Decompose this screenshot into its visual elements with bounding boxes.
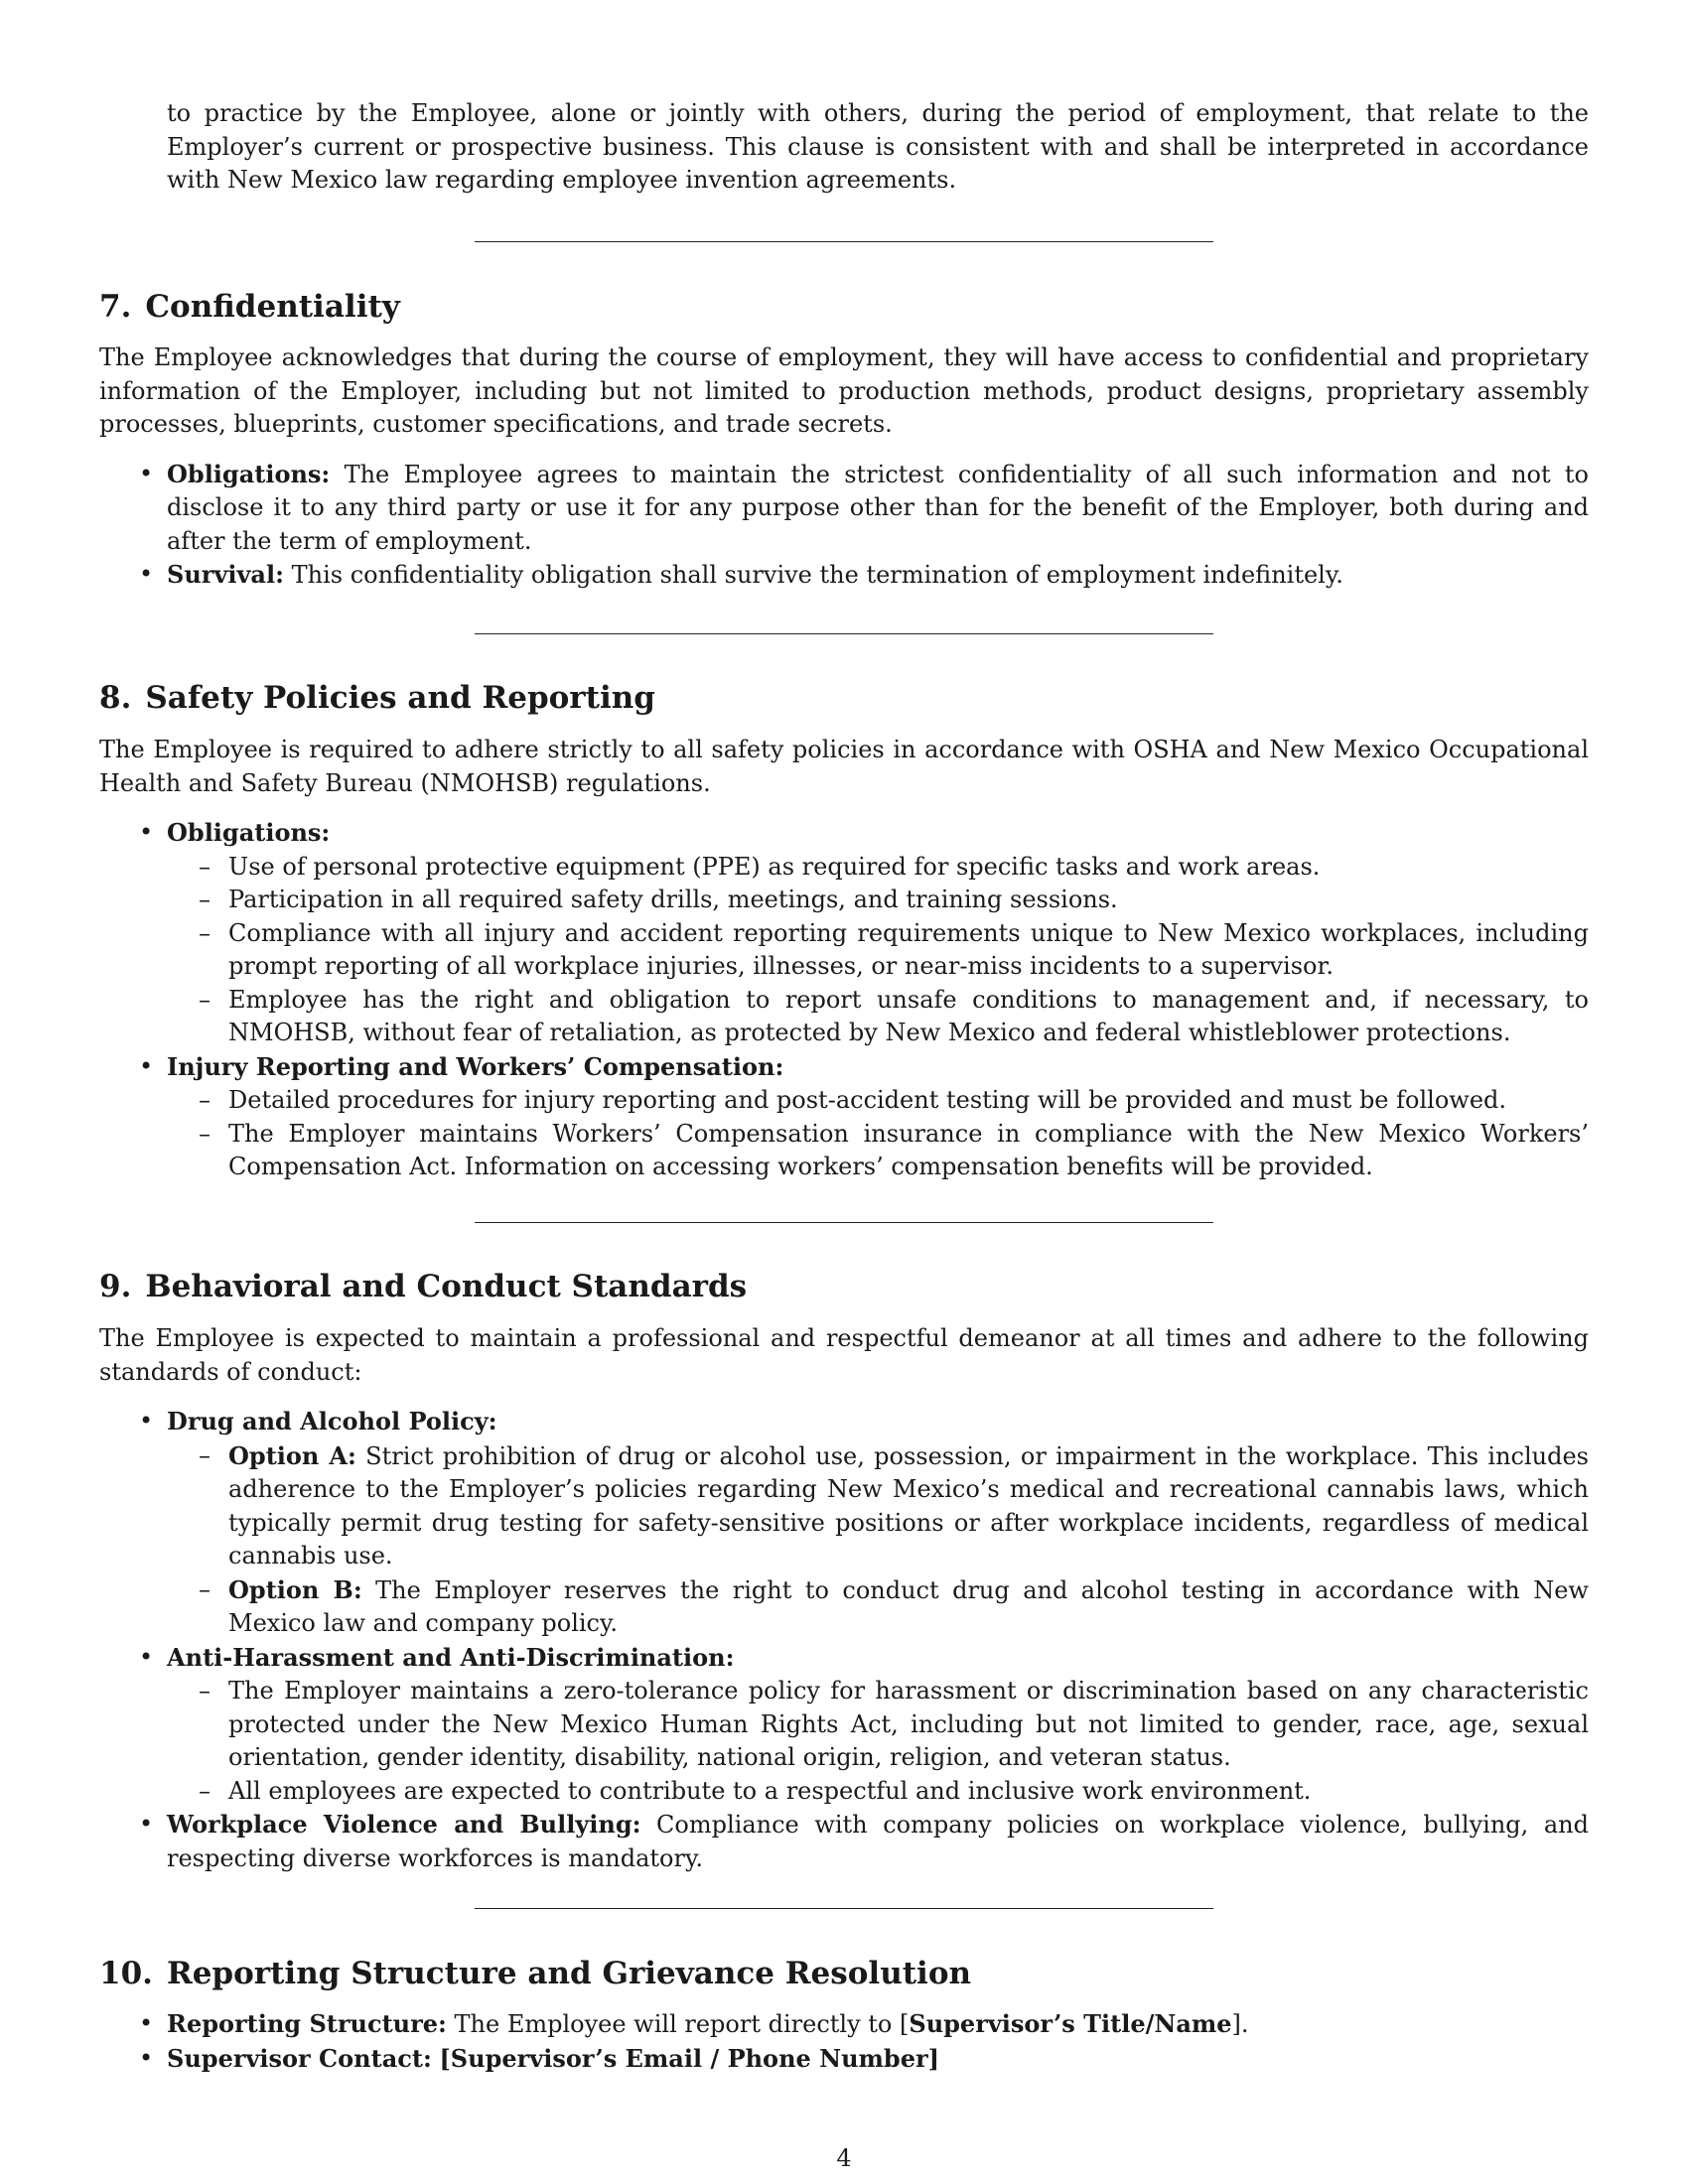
sublist-item: – Compliance with all injury and accident reporting requirements unique to New Mexico workplaces, including prompt reporting of all workplace injuries, illnesses, or near-miss incidents to a supervisor.: [167, 917, 1589, 984]
sublist-item: – All employees are expected to contribute to a respectful and inclusive work environment.: [167, 1775, 1589, 1809]
list-item: • Survival: This confidentiality obligation shall survive the termination of employment indefinitely.: [99, 558, 1589, 593]
sublist-item: – Option A: Strict prohibition of drug or alcohol use, possession, or impairment in the workplace. This includes adherence to the Employer’s policies regarding New Mexico’s medical and recreational cannabis laws, which typically permit drug testing for safety-sensitive positions or after workplace incidents, regardless of medical cannabis use.: [167, 1439, 1589, 1573]
section-divider: [475, 633, 1213, 634]
section-8-heading: 8. Safety Policies and Reporting: [99, 680, 655, 716]
sublist-item: – Option B: The Employer reserves the right to conduct drug and alcohol testing in accordance with New Mexico law and company policy.: [167, 1573, 1589, 1641]
section-7-body: [99, 341, 1589, 593]
harassment-sublist: [167, 1675, 1589, 1808]
section-7-heading: 7. Confidentiality: [99, 289, 400, 325]
sublist-item: – The Employer maintains Workers’ Compensation insurance in compliance with the New Mexico Workers’ Compensation Act. Information on accessing workers’ compensation benefits will be provided.: [167, 1118, 1589, 1184]
document-page: [99, 0, 1589, 2184]
sublist-item: – Participation in all required safety drills, meetings, and training sessions.: [167, 884, 1589, 917]
section-9-list: [99, 1405, 1589, 1875]
section-8-list: [99, 816, 1589, 1184]
section-divider: [475, 241, 1213, 242]
supervisor-contact-placeholder: [Supervisor’s Email / Phone Number]: [439, 2043, 939, 2073]
section-divider: [475, 1222, 1213, 1223]
sublist-item: – Detailed procedures for injury reporting and post-accident testing will be provided and must be followed.: [167, 1084, 1589, 1118]
list-item: • Anti-Harassment and Anti-Discrimination: – The Employer maintains a zero-tolerance policy for harassment or discrimination based on any characteristic protected under the New Mexico Human Rights Act, including but not limited to gender, race, age, sexual orientation, gender identity, disability, national origin, religion, and veteran status. – All employees are expected to contribute to a respectful and inclusive work environment.: [99, 1641, 1589, 1809]
sublist-item: – Use of personal protective equipment (PPE) as required for specific tasks and work areas.: [167, 851, 1589, 885]
section-9-heading: 9. Behavioral and Conduct Standards: [99, 1269, 748, 1304]
section-8-intro: The Employee is required to adhere strictly to all safety policies in accordance with OSHA and New Mexico Occupational Health and Safety Bureau (NMOHSB) regulations.: [99, 736, 1589, 797]
injury-sublist: [167, 1084, 1589, 1184]
section-8-body: [99, 734, 1589, 1184]
section-divider: [475, 1908, 1213, 1909]
list-item: • Obligations: The Employee agrees to maintain the strictest confidentiality of all such information and not to disclose it to any third party or use it for any purpose other than for the benefit of the Employer, both during and after the term of employment.: [99, 458, 1589, 559]
section-9-intro: The Employee is expected to maintain a professional and respectful demeanor at all times and adhere to the following standards of conduct:: [99, 1324, 1589, 1386]
supervisor-title-placeholder: Supervisor’s Title/Name: [909, 2009, 1232, 2038]
list-item: • Injury Reporting and Workers’ Compensation: – Detailed procedures for injury reporting and post-accident testing will be provided and must be followed. – The Employer maintains Workers’ Compensation insurance in compliance with the New Mexico Workers’ Compensation Act. Information on accessing workers’ compensation benefits will be provided.: [99, 1050, 1589, 1184]
section-7-intro: The Employee acknowledges that during the course of employment, they will have access to confidential and proprietary information of the Employer, including but not limited to production methods, product designs, proprietary assembly processes, blueprints, customer specifications, and trade secrets.: [99, 343, 1589, 438]
section-10-list: [99, 2007, 1589, 2076]
obligations-sublist: [167, 851, 1589, 1050]
intro-continuation: to practice by the Employee, alone or jointly with others, during the period of employment, that relate to the Employer’s current or prospective business. This clause is consistent with and shall be interpreted in accordance with New Mexico law regarding employee invention agreements.: [167, 99, 1589, 194]
sublist-item: – Employee has the right and obligation to report unsafe conditions to management and, if necessary, to NMOHSB, without fear of retaliation, as protected by New Mexico and federal whistleblower protections.: [167, 984, 1589, 1050]
list-item: • Supervisor Contact: [Supervisor’s Email / Phone Number]: [99, 2042, 1589, 2077]
sublist-item: – The Employer maintains a zero-tolerance policy for harassment or discrimination based on any characteristic protected under the New Mexico Human Rights Act, including but not limited to gender, race, age, sexual orientation, gender identity, disability, national origin, religion, and veteran status.: [167, 1675, 1589, 1775]
section-10-heading: 10. Reporting Structure and Grievance Resolution: [99, 1956, 972, 1991]
section-9-body: [99, 1322, 1589, 1875]
page-number: 4: [836, 2144, 852, 2172]
drug-sublist: [167, 1439, 1589, 1641]
list-item: • Reporting Structure: The Employee will report directly to [Supervisor’s Title/Name].: [99, 2007, 1589, 2042]
list-item: • Drug and Alcohol Policy: – Option A: Strict prohibition of drug or alcohol use, possession, or impairment in the workplace. This includes adherence to the Employer’s policies regarding New Mexico’s medical and recreational cannabis laws, which typically permit drug testing for safety-sensitive positions or after workplace incidents, regardless of medical cannabis use. – Option B: The Employer reserves the right to conduct drug and alcohol testing in accordance with New Mexico law and company policy.: [99, 1405, 1589, 1641]
section-7-list: [99, 458, 1589, 593]
list-item: • Workplace Violence and Bullying: Compliance with company policies on workplace violence, bullying, and respecting diverse workforces is mandatory.: [99, 1808, 1589, 1875]
section-10-body: [99, 2007, 1589, 2076]
list-item: • Obligations: – Use of personal protective equipment (PPE) as required for specific tasks and work areas. – Participation in all required safety drills, meetings, and training sessions. – Compliance with all injury and accident reporting requirements unique to New Mexico workplaces, including prompt reporting of all workplace injuries, illnesses, or near-miss incidents to a supervisor. – Employee has the right and obligation to report unsafe conditions to management and, if necessary, to NMOHSB, without fear of retaliation, as protected by New Mexico and federal whistleblower protections.: [99, 816, 1589, 1050]
